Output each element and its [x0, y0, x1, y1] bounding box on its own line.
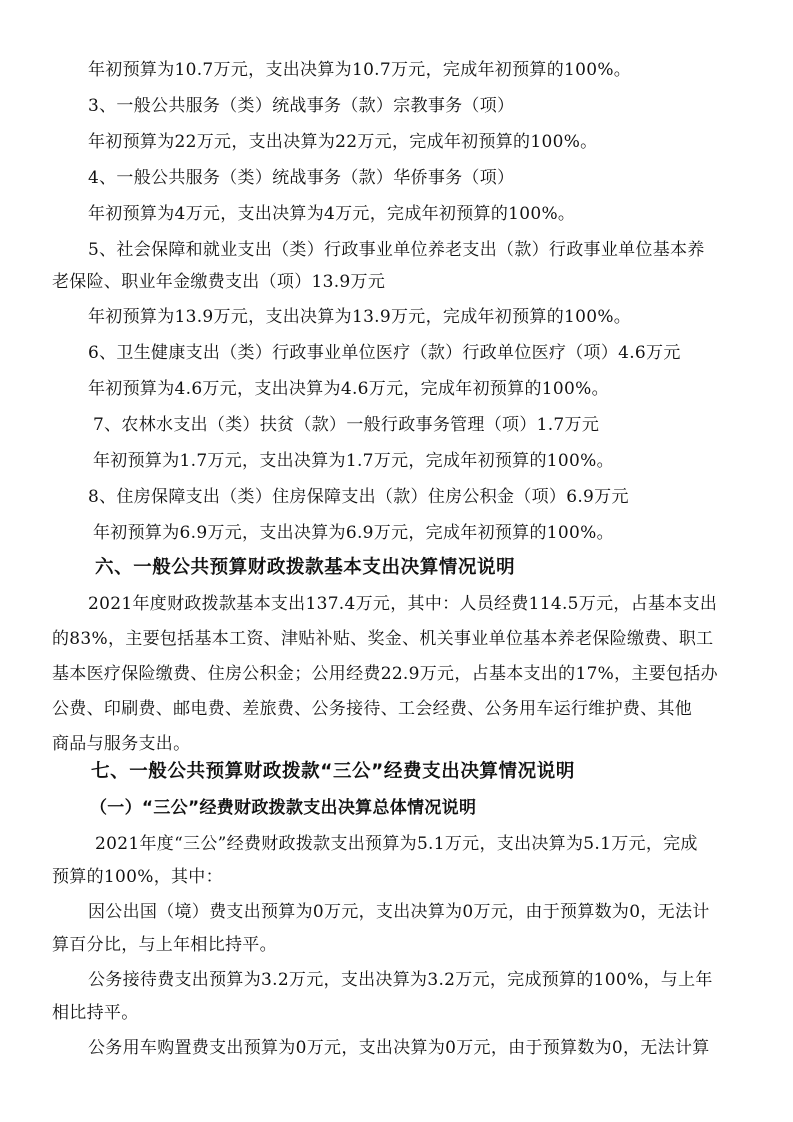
text-line: 年初预算为13.9万元，支出决算为13.9万元，完成年初预算的100%。 — [88, 307, 632, 327]
text-line: 商品与服务支出。 — [52, 734, 191, 754]
list-item-heading: 5、社会保障和就业支出（类）行政事业单位养老支出（款）行政事业单位基本养 — [88, 240, 705, 260]
text-line: 公务接待费支出预算为3.2万元，支出决算为3.2万元，完成预算的100%，与上年 — [88, 970, 713, 990]
text-line: 预算的100%，其中： — [52, 867, 223, 887]
text-line: 相比持平。 — [52, 1003, 139, 1023]
section-heading: 七、一般公共预算财政拨款“三公”经费支出决算情况说明 — [91, 761, 575, 782]
text-line: 因公出国（境）费支出预算为0万元，支出决算为0万元，由于预算数为0，无法计 — [88, 902, 710, 922]
list-item-heading: 6、卫生健康支出（类）行政事业单位医疗（款）行政单位医疗（项）4.6万元 — [88, 343, 681, 363]
list-item-heading: 3、一般公共服务（类）统战事务（款）宗教事务（项） — [88, 96, 515, 116]
text-line: 基本医疗保险缴费、住房公积金；公用经费22.9万元，占基本支出的17%，主要包括办 — [52, 664, 718, 684]
list-item-heading: 8、住房保障支出（类）住房保障支出（款）住房公积金（项）6.9万元 — [88, 487, 629, 507]
text-line: 算百分比，与上年相比持平。 — [52, 935, 277, 955]
text-line: 年初预算为6.9万元，支出决算为6.9万元，完成年初预算的100%。 — [93, 523, 614, 543]
text-line: 年初预算为4万元，支出决算为4万元，完成年初预算的100%。 — [88, 204, 576, 224]
text-line: 公费、印刷费、邮电费、差旅费、公务接待、工会经费、公务用车运行维护费、其他 — [52, 699, 693, 719]
text-line: 年初预算为1.7万元，支出决算为1.7万元，完成年初预算的100%。 — [93, 451, 614, 471]
text-line: 年初预算为10.7万元，支出决算为10.7万元，完成年初预算的100%。 — [88, 60, 632, 80]
section-heading: 六、一般公共预算财政拨款基本支出决算情况说明 — [95, 557, 516, 578]
text-line: 年初预算为4.6万元，支出决算为4.6万元，完成年初预算的100%。 — [88, 379, 609, 399]
subsection-heading: （一）“三公”经费财政拨款支出决算总体情况说明 — [90, 798, 477, 818]
text-line: 2021年度财政拨款基本支出137.4万元，其中：人员经费114.5万元，占基本支出 — [88, 594, 718, 614]
text-line: 2021年度“三公”经费财政拨款支出预算为5.1万元，支出决算为5.1万元，完成 — [95, 834, 698, 854]
list-item-heading: 4、一般公共服务（类）统战事务（款）华侨事务（项） — [88, 168, 515, 188]
text-line: 公务用车购置费支出预算为0万元，支出决算为0万元，由于预算数为0，无法计算 — [88, 1038, 710, 1058]
list-item-heading: 7、农林水支出（类）扶贫（款）一般行政事务管理（项）1.7万元 — [93, 415, 600, 435]
text-line: 年初预算为22万元，支出决算为22万元，完成年初预算的100%。 — [88, 132, 598, 152]
text-line: 的83%，主要包括基本工资、津贴补贴、奖金、机关事业单位基本养老保险缴费、职工 — [52, 629, 714, 649]
text-line: 老保险、职业年金缴费支出（项）13.9万元 — [52, 272, 386, 292]
